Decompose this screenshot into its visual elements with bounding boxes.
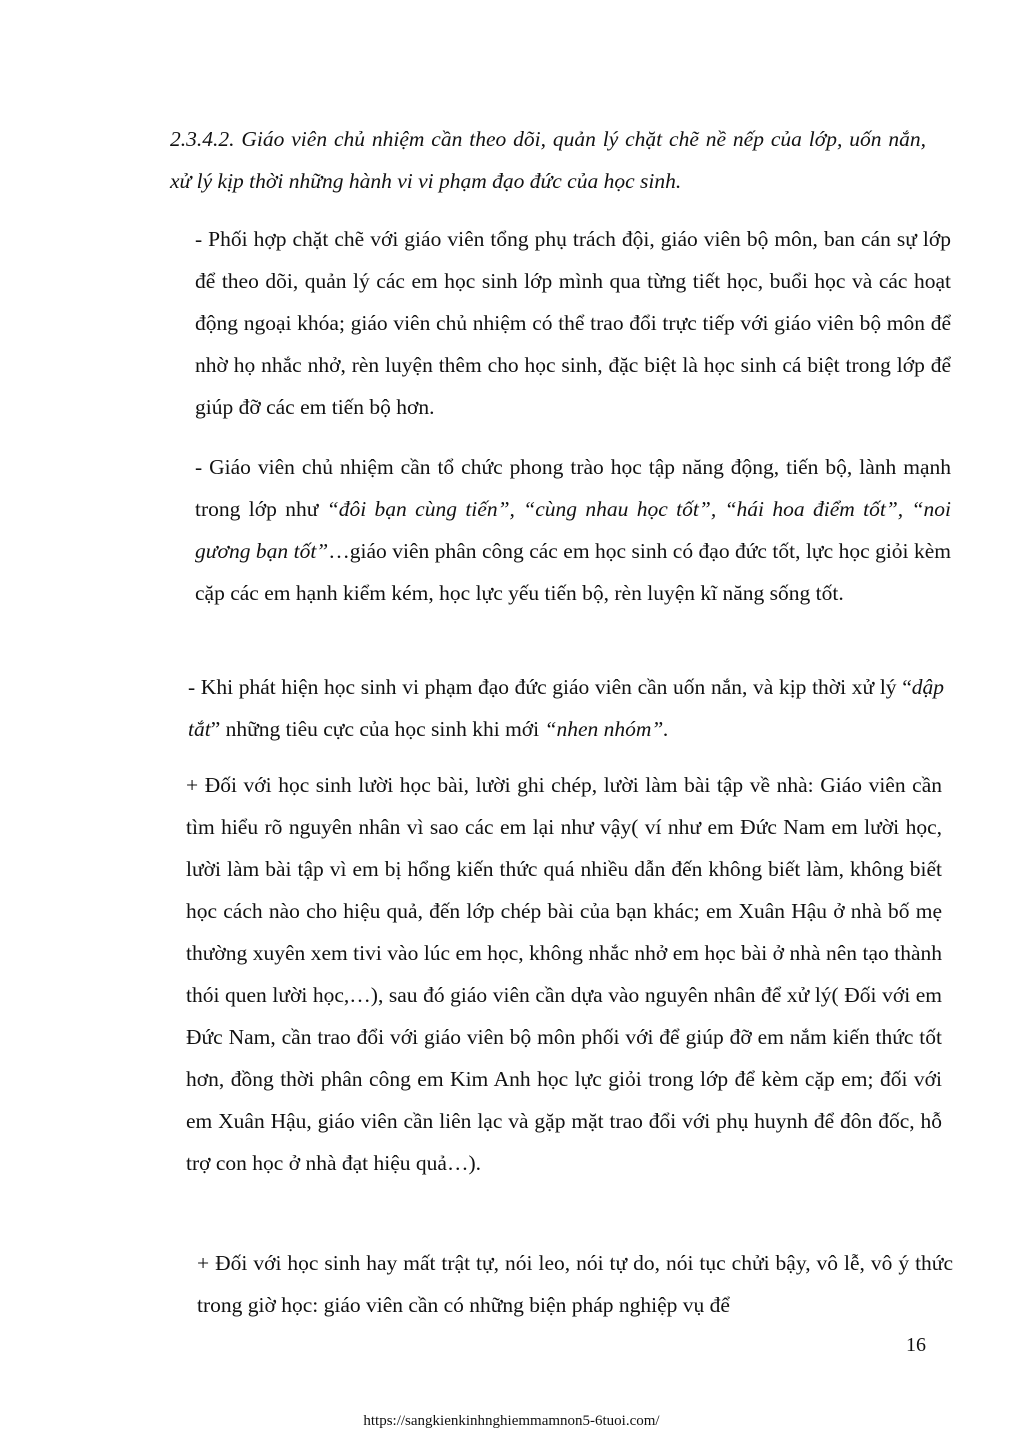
paragraph-lazy-students: + Đối với học sinh lười học bài, lười ghi chép, lười làm bài tập về nhà: Giáo viên cần tìm hiểu rõ nguyên nhân vì sao các em lại như vậy( ví như em Đức Nam em lười học, lười làm bài tập vì em bị hổng kiến thức quá nhiều dẫn đến không biết làm, không biết học cách nào cho hiệu quả, đến lớp chép bài của bạn khác; em Xuân Hậu ở nhà bố mẹ thường xuyên xem tivi vào lúc em học, không nhắc nhở em học bài ở nhà nên tạo thành thói quen lười học,…), sau đó giáo viên cần dựa vào nguyên nhân để xử lý( Đối với em Đức Nam, cần trao đổi với giáo viên bộ môn phối với để giúp đỡ em nắm kiến thức tốt hơn, đồng thời phân công em Kim Anh học lực giỏi trong lớp để kèm cặp em; đối với em Xuân Hậu, giáo viên cần liên lạc và gặp mặt trao đổi với phụ huynh để đôn đốc, hỗ trợ con học ở nhà đạt hiệu quả…). <box>186 773 942 1175</box>
paragraph-disorderly-students: + Đối với học sinh hay mất trật tự, nói leo, nói tự do, nói tục chửi bậy, vô lễ, vô ý thức trong giờ học: giáo viên cần có những biện pháp nghiệp vụ để <box>197 1251 953 1317</box>
paragraph-coordination: - Phối hợp chặt chẽ với giáo viên tổng phụ trách đội, giáo viên bộ môn, ban cán sự lớp để theo dõi, quản lý các em học sinh lớp mình qua từng tiết học, buổi học và các hoạt động ngoại khóa; giáo viên chủ nhiệm có thể trao đổi trực tiếp với giáo viên bộ môn để nhờ họ nhắc nhở, rèn luyện thêm cho học sinh, đặc biệt là học sinh cá biệt trong lớp để giúp đỡ các em tiến bộ hơn. <box>195 227 951 419</box>
paragraph-violation-middle: ” những tiêu cực của học sinh khi mới <box>210 717 545 741</box>
movement-names: “đôi bạn cùng tiến”, “cùng nhau học tốt”, “hái hoa điểm tốt”, “noi gương bạn tốt” <box>195 497 951 563</box>
paragraph-violation-handling <box>170 666 944 750</box>
section-heading: 2.3.4.2. Giáo viên chủ nhiệm cần theo dõi, quản lý chặt chẽ nề nếp của lớp, uốn nắn, xử lý kịp thời những hành vi vi phạm đạo đức của học sinh. <box>170 127 926 193</box>
emphasis-dap-tat: dập tắt <box>188 675 944 741</box>
emphasis-nhen-nhom: “nhen nhóm”. <box>544 717 669 741</box>
paragraph-learning-movement <box>170 446 951 614</box>
paragraph-violation-lead: - Khi phát hiện học sinh vi phạm đạo đức giáo viên cần uốn nắn, và kịp thời xử lý “ <box>188 675 912 699</box>
footer-url[interactable]: https://sangkienkinhnghiemmamnon5-6tuoi.com/ <box>363 1413 660 1429</box>
page-number: 16 <box>906 1334 926 1356</box>
paragraph-learning-movement-lead: - Giáo viên chủ nhiệm cần tổ chức phong trào học tập năng động, tiến bộ, lành mạnh trong lớp như <box>195 455 951 521</box>
paragraph-learning-movement-tail: …giáo viên phân công các em học sinh có đạo đức tốt, lực học giỏi kèm cặp các em hạnh kiểm kém, học lực yếu tiến bộ, rèn luyện kĩ năng sống tốt. <box>195 539 951 605</box>
